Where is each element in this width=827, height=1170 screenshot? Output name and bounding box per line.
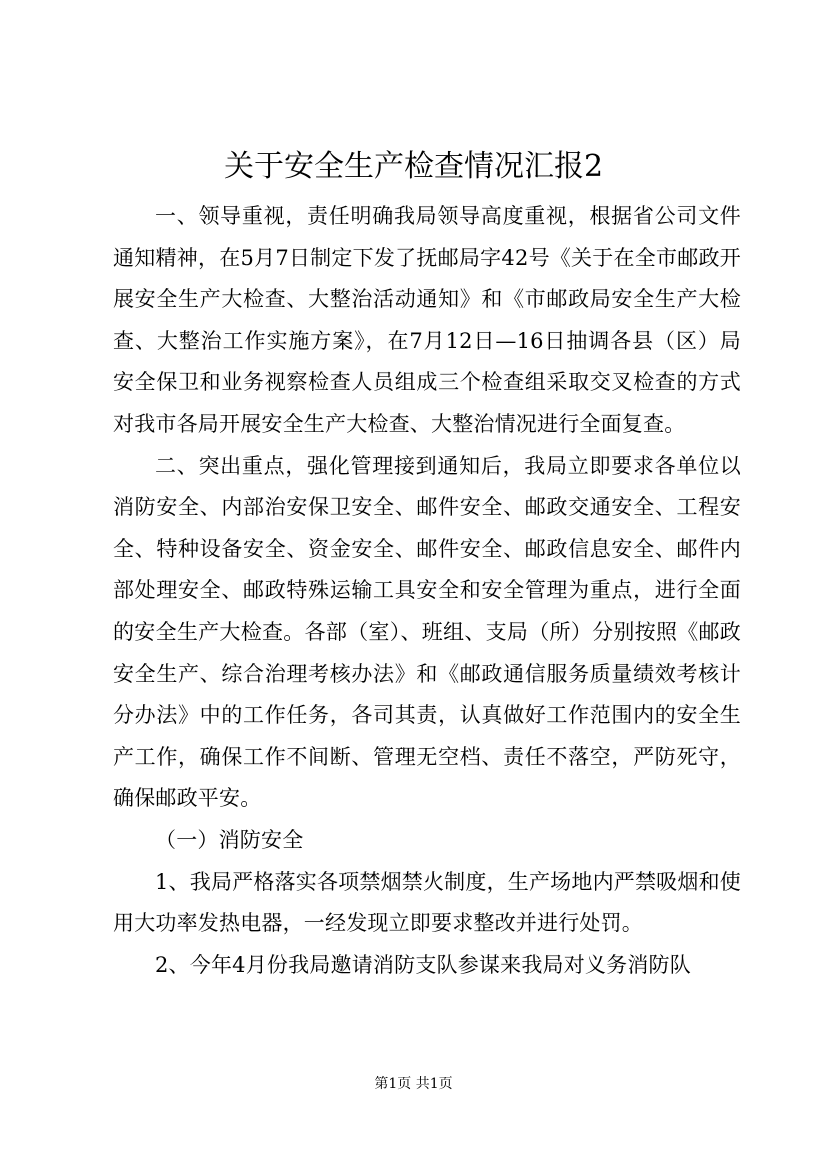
document-body [113, 196, 741, 986]
section-heading-fire-safety: （一）消防安全 [155, 827, 304, 852]
document-title: 关于安全生产检查情况汇报2 [223, 149, 604, 184]
paragraph-key-points: 二、突出重点，强化管理接到通知后，我局立即要求各单位以消防安全、内部治安保卫安全、邮件安全、邮政交通安全、工程安全、特种设备安全、资金安全、邮件安全、邮政信息安全、邮件内部处理安全、邮政特殊运输工具安全和安全管理为重点，进行全面的安全生产大检查。各部（室）、班组、支局（所）分别按照《邮政安全生产、综合治理考核办法》和《邮政通信服务质量绩效考核计分办法》中的工作任务，各司其责，认真做好工作范围内的安全生产工作，确保工作不间断、管理无空档、责任不落空，严防死守，确保邮政平安。 [113, 453, 741, 811]
page-footer: 第1页 共1页 [374, 1076, 453, 1092]
paragraph-item-2: 2、今年4月份我局邀请消防支队参谋来我局对义务消防队 [155, 952, 691, 977]
paragraph-item-1: 1、我局严格落实各项禁烟禁火制度，生产场地内严禁吸烟和使用大功率发热电器，一经发现立即要求整改并进行处罚。 [113, 869, 741, 936]
paragraph-leadership: 一、领导重视，责任明确我局领导高度重视，根据省公司文件通知精神，在5月7日制定下发了抚邮局字42号《关于在全市邮政开展安全生产大检查、大整治活动通知》和《市邮政局安全生产大检查、大整治工作实施方案》，在7月12日—16日抽调各县（区）局安全保卫和业务视察检查人员组成三个检查组采取交叉检查的方式对我市各局开展安全生产大检查、大整治情况进行全面复查。 [113, 204, 741, 436]
